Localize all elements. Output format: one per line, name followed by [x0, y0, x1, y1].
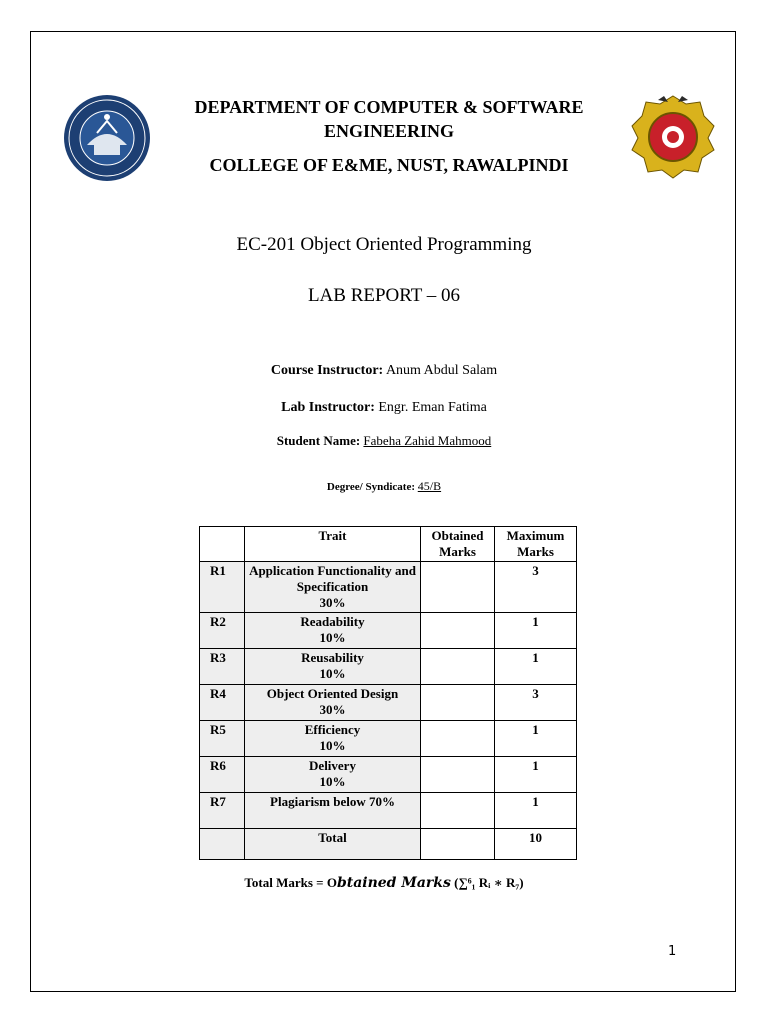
total-obtained	[421, 829, 495, 860]
header-cell-maximum: Maximum Marks	[495, 527, 577, 562]
row-id: R3	[200, 649, 245, 685]
row-id: R2	[200, 613, 245, 649]
row-obtained	[421, 721, 495, 757]
table-row	[200, 793, 577, 829]
college-crest-icon	[628, 92, 718, 180]
row-id: R5	[200, 721, 245, 757]
row-max: 1	[495, 649, 577, 685]
row-obtained	[421, 562, 495, 613]
header-cell-empty	[200, 527, 245, 562]
row-id: R1	[200, 562, 245, 613]
department-heading: DEPARTMENT OF COMPUTER & SOFTWARE ENGINEERING	[194, 97, 584, 141]
lab-report-title: LAB REPORT – 06	[307, 285, 461, 306]
row-obtained	[421, 793, 495, 829]
table-header-row	[200, 527, 577, 562]
college-heading: COLLEGE OF E&ME, NUST, RAWALPINDI	[209, 155, 569, 175]
degree-line: Degree/ Syndicate: 45/B	[326, 479, 442, 493]
row-trait: Readability 10%	[245, 613, 421, 649]
student-name-line: Student Name: Fabeha Zahid Mahmood	[276, 433, 492, 448]
page-number: 1	[668, 944, 677, 959]
row-max: 3	[495, 562, 577, 613]
total-row-empty	[200, 829, 245, 860]
table-row	[200, 649, 577, 685]
table-row	[200, 562, 577, 613]
total-max: 10	[495, 829, 577, 860]
row-trait: Delivery 10%	[245, 757, 421, 793]
course-title: EC-201 Object Oriented Programming	[236, 234, 532, 255]
row-obtained	[421, 613, 495, 649]
table-row	[200, 613, 577, 649]
row-max: 1	[495, 793, 577, 829]
row-max: 3	[495, 685, 577, 721]
row-id: R7	[200, 793, 245, 829]
row-max: 1	[495, 757, 577, 793]
header-cell-obtained: Obtained Marks	[421, 527, 495, 562]
total-marks-formula: Total Marks = Obtained Marks (∑⁶₁ Rᵢ ∗ R₇)	[244, 875, 524, 891]
total-label: Total	[245, 829, 421, 860]
row-obtained	[421, 649, 495, 685]
course-instructor-line: Course Instructor: Anum Abdul Salam	[270, 363, 498, 378]
row-obtained	[421, 757, 495, 793]
table-row	[200, 757, 577, 793]
university-seal-icon	[63, 93, 151, 184]
lab-instructor-line: Lab Instructor: Engr. Eman Fatima	[281, 400, 487, 415]
row-trait: Object Oriented Design 30%	[245, 685, 421, 721]
row-trait: Plagiarism below 70%	[245, 793, 421, 829]
row-trait: Application Functionality and Specification 30%	[245, 562, 421, 613]
row-id: R4	[200, 685, 245, 721]
row-max: 1	[495, 613, 577, 649]
table-row	[200, 721, 577, 757]
row-trait: Efficiency 10%	[245, 721, 421, 757]
table-total-row	[200, 829, 577, 860]
row-max: 1	[495, 721, 577, 757]
row-obtained	[421, 685, 495, 721]
table-row	[200, 685, 577, 721]
marks-table	[199, 526, 577, 860]
row-id: R6	[200, 757, 245, 793]
header-cell-trait: Trait	[245, 527, 421, 562]
row-trait: Reusability 10%	[245, 649, 421, 685]
